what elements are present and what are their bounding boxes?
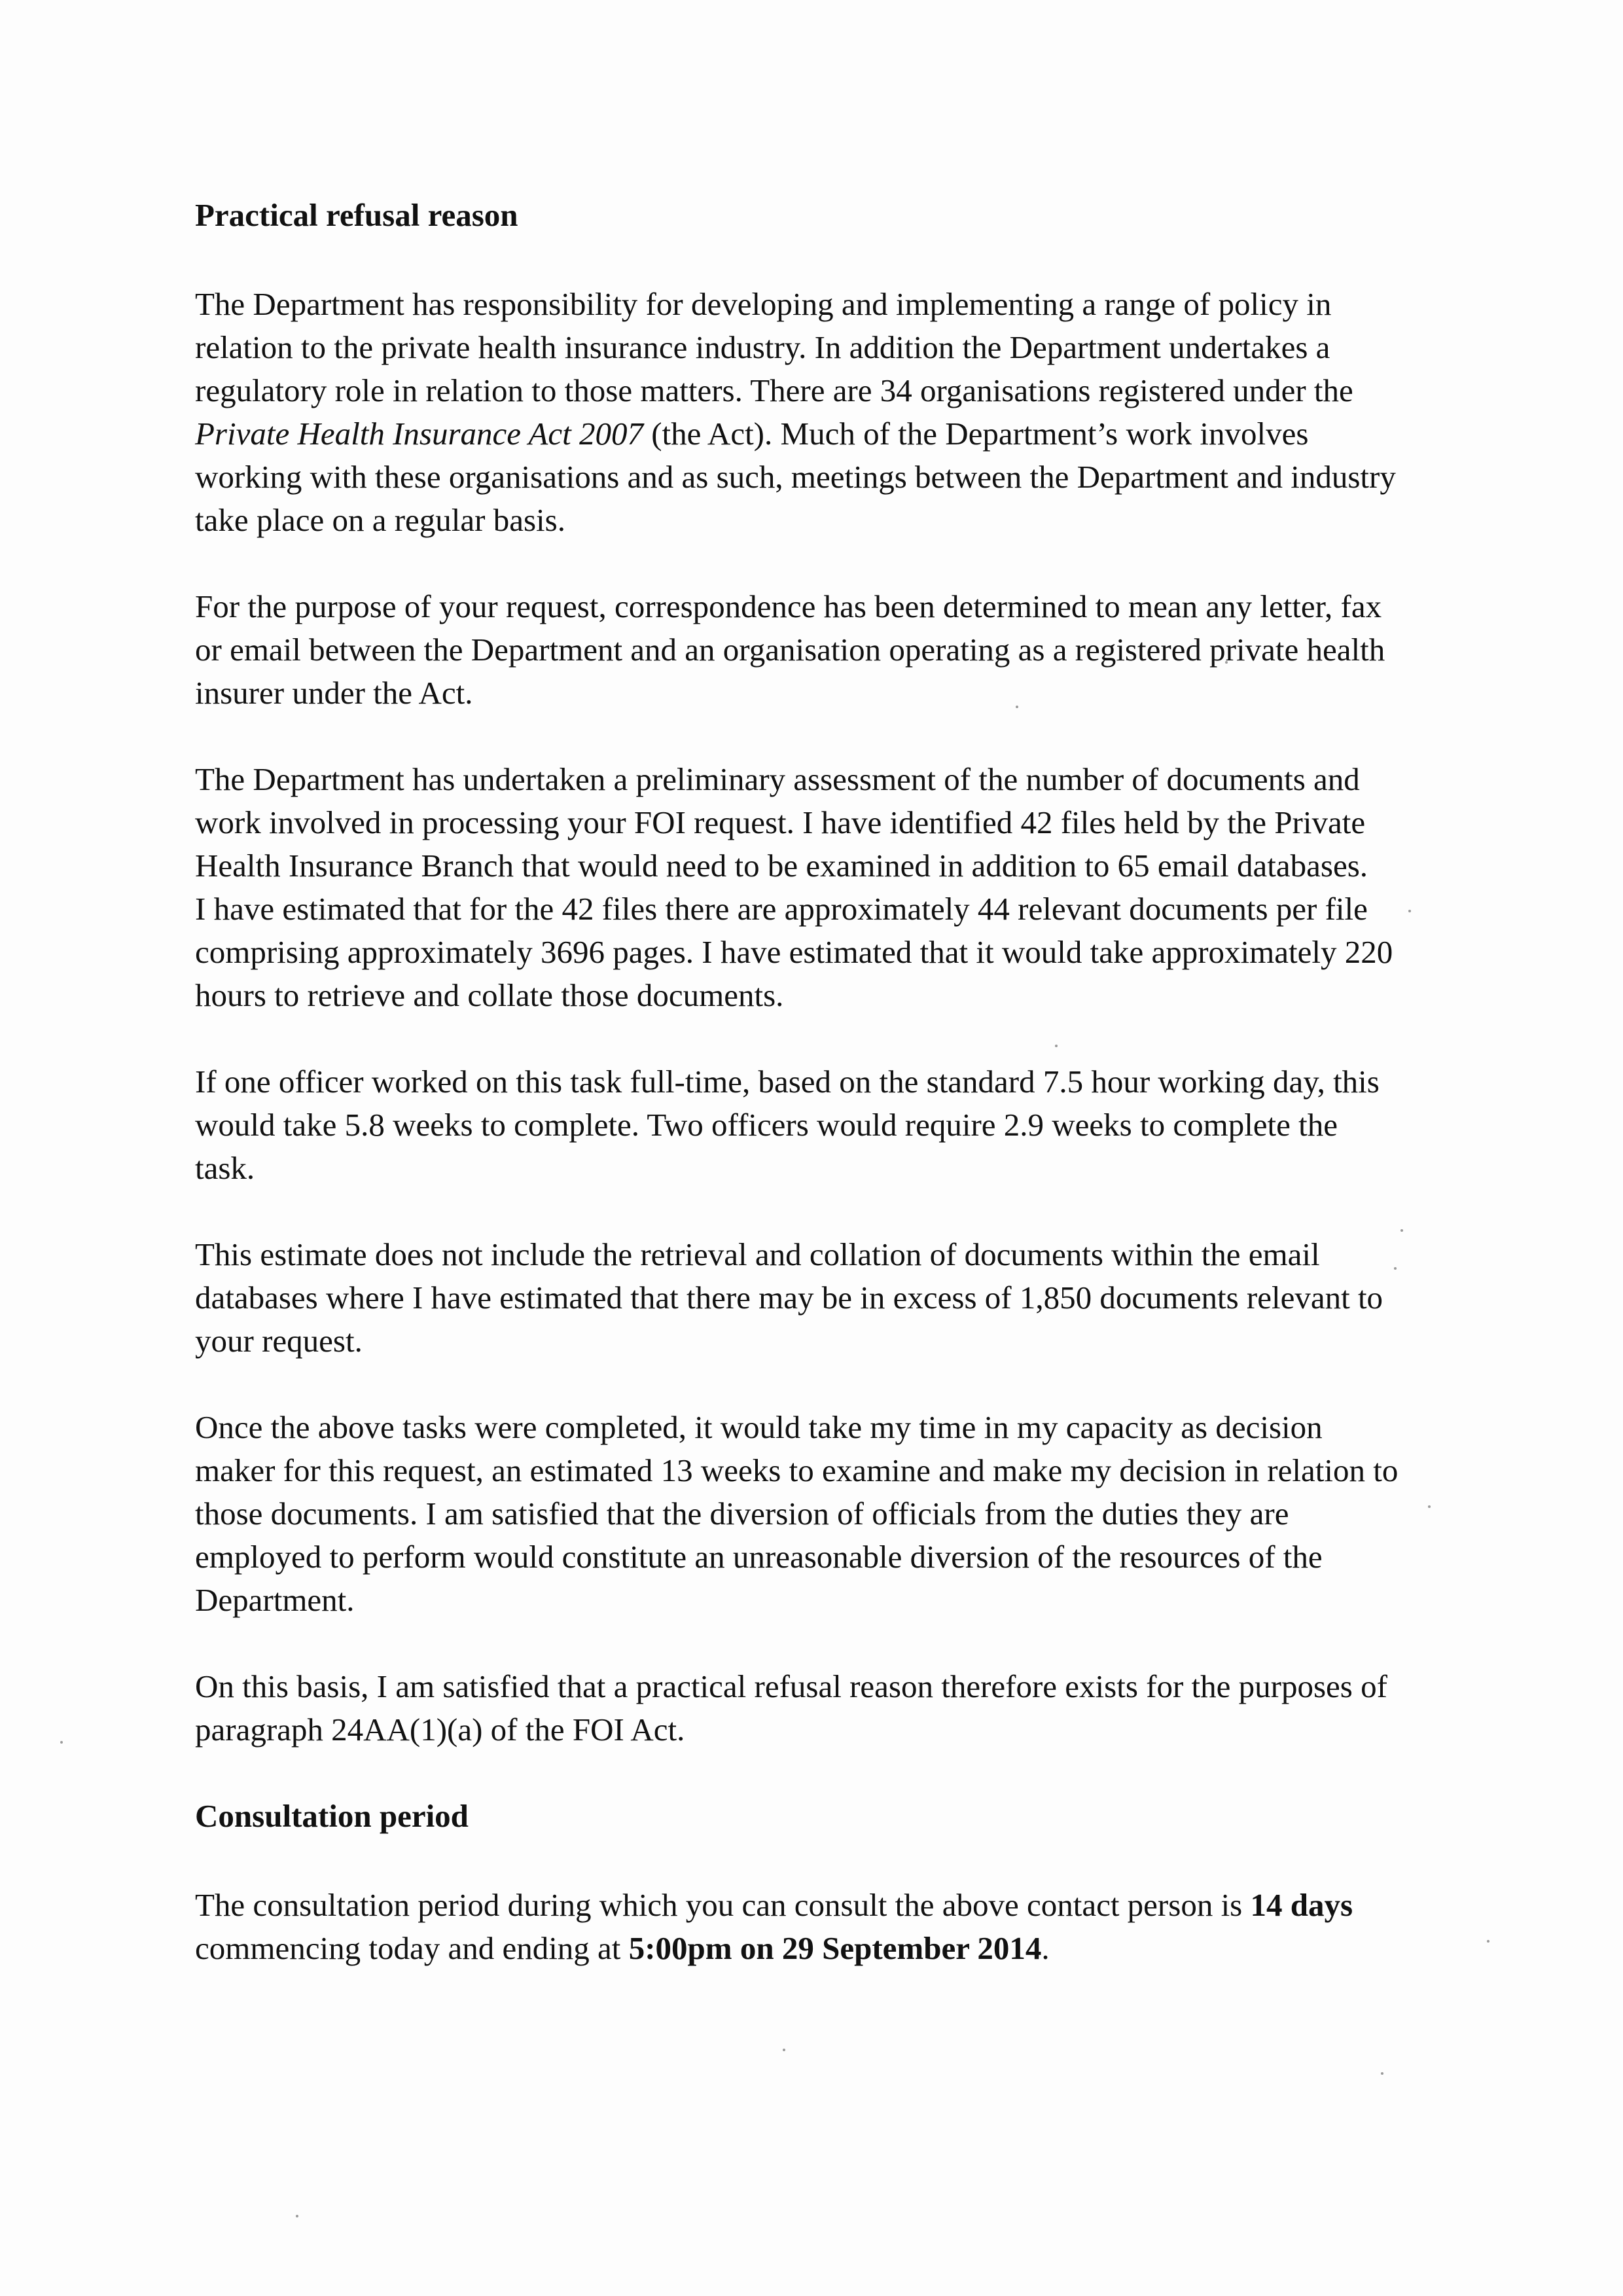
text-line: paragraph 24AA(1)(a) of the FOI Act. xyxy=(195,1712,685,1748)
text-line: those documents. I am satisfied that the diversion of officials from the duties they are xyxy=(195,1496,1289,1532)
text-line: relation to the private health insurance industry. In addition the Department undertakes a xyxy=(195,329,1330,365)
text-run: . xyxy=(1041,1930,1050,1966)
text-run: The consultation period during which you can consult the above contact person is xyxy=(195,1887,1251,1923)
paragraph-email-databases xyxy=(195,1233,1438,1363)
text-line: or email between the Department and an organisation operating as a registered private health xyxy=(195,632,1385,668)
paragraph-correspondence-definition xyxy=(195,585,1438,715)
text-line: regulatory role in relation to those matters. There are 34 organisations registered under the xyxy=(195,372,1353,408)
text-line: The Department has responsibility for developing and implementing a range of policy in xyxy=(195,286,1332,322)
text-line: Health Insurance Branch that would need to be examined in addition to 65 email databases. xyxy=(195,848,1368,884)
scan-speck xyxy=(783,2049,785,2051)
paragraph-preliminary-assessment xyxy=(195,758,1438,1017)
text-line: For the purpose of your request, correspondence has been determined to mean any letter, fax xyxy=(195,588,1382,624)
text-line xyxy=(195,412,1438,456)
text-line: comprising approximately 3696 pages. I have estimated that it would take approximately 220 xyxy=(195,934,1393,970)
text-line: would take 5.8 weeks to complete. Two officers would require 2.9 weeks to complete the xyxy=(195,1107,1338,1143)
text-line: hours to retrieve and collate those documents. xyxy=(195,977,784,1013)
text-line: Once the above tasks were completed, it would take my time in my capacity as decision xyxy=(195,1409,1323,1445)
text-line: task. xyxy=(195,1150,255,1186)
paragraph-decision-maker xyxy=(195,1406,1438,1622)
text-line: maker for this request, an estimated 13 weeks to examine and make my decision in relation to xyxy=(195,1452,1399,1488)
text-line: If one officer worked on this task full-time, based on the standard 7.5 hour working day, this xyxy=(195,1064,1380,1100)
scan-speck xyxy=(296,2215,298,2217)
text-line: working with these organisations and as such, meetings between the Department and industry xyxy=(195,459,1396,495)
text-line xyxy=(195,1884,1438,1927)
paragraph-department-responsibility xyxy=(195,283,1438,542)
text-line: your request. xyxy=(195,1323,363,1359)
section-heading-consultation-period: Consultation period xyxy=(195,1798,469,1834)
text-line: The Department has undertaken a preliminary assessment of the number of documents and xyxy=(195,761,1360,797)
text-line: insurer under the Act. xyxy=(195,675,473,711)
text-line: take place on a regular basis. xyxy=(195,502,565,538)
paragraph-officer-time xyxy=(195,1060,1438,1190)
text-run: (the Act). Much of the Department’s work involves xyxy=(643,416,1309,452)
text-line: databases where I have estimated that there may be in excess of 1,850 documents relevant to xyxy=(195,1280,1383,1316)
text-line xyxy=(195,1927,1438,1970)
text-line: On this basis, I am satisfied that a practical refusal reason therefore exists for the purposes of xyxy=(195,1668,1387,1704)
text-line: employed to perform would constitute an unreasonable diversion of the resources of the xyxy=(195,1539,1323,1575)
paragraph-consultation-details xyxy=(195,1884,1438,1970)
scan-speck xyxy=(1487,1940,1489,1943)
paragraph-conclusion xyxy=(195,1665,1438,1751)
text-line: work involved in processing your FOI request. I have identified 42 files held by the Private xyxy=(195,804,1366,840)
consultation-deadline: 5:00pm on 29 September 2014 xyxy=(628,1930,1042,1966)
text-line: I have estimated that for the 42 files there are approximately 44 relevant documents per file xyxy=(195,891,1368,927)
scan-speck xyxy=(60,1741,63,1744)
act-title: Private Health Insurance Act 2007 xyxy=(195,416,643,452)
document-body xyxy=(195,194,1438,2013)
scan-speck xyxy=(1381,2072,1383,2075)
text-line: This estimate does not include the retrieval and collation of documents within the email xyxy=(195,1236,1320,1272)
text-run: commencing today and ending at xyxy=(195,1930,629,1966)
consultation-duration: 14 days xyxy=(1250,1887,1353,1923)
section-heading-practical-refusal: Practical refusal reason xyxy=(195,197,518,233)
text-line: Department. xyxy=(195,1582,355,1618)
